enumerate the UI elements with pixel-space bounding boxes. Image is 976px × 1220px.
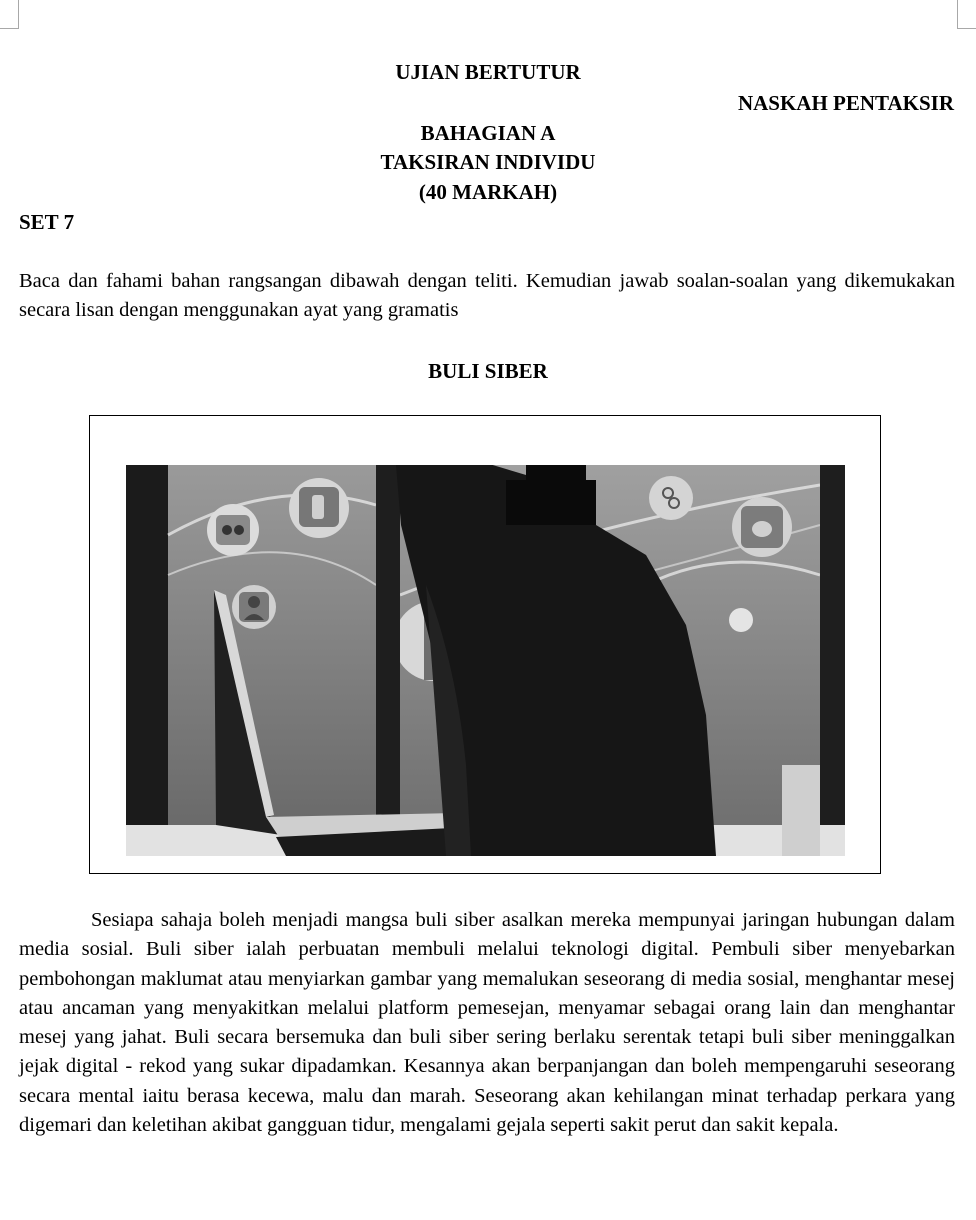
topic-title: BULI SIBER bbox=[428, 359, 548, 383]
set-label: SET 7 bbox=[19, 210, 75, 234]
section-title: BAHAGIAN A bbox=[420, 121, 556, 145]
thumbs-up-icon bbox=[289, 478, 349, 538]
twitter-bird-icon bbox=[732, 497, 792, 557]
subsection-title: TAKSIRAN INDIVIDU bbox=[380, 150, 596, 174]
page-corner-mark-right bbox=[957, 0, 976, 29]
flickr-icon bbox=[207, 504, 259, 556]
instruction-text: Baca dan fahami bahan rangsangan dibawah dengan teliti. Kemudian jawab soalan-soalan yang dikemukakan secara lisan dengan menggunakan ayat yang gramatis bbox=[19, 270, 955, 322]
assessor-label: NASKAH PENTAKSIR bbox=[737, 91, 954, 115]
page-corner-mark-left bbox=[0, 0, 19, 29]
passage-text: Sesiapa sahaja boleh menjadi mangsa buli siber asalkan mereka mempunyai jaringan hubungan dalam media sosial. Buli siber ialah perbuatan membuli melalui teknologi digital. Pembuli siber menyebarkan pembohongan maklumat atau menyiarkan gambar yang memalukan seseorang di media sosial, menghantar mesej atau ancaman yang menyakitkan melalui platform pemesejan, menyamar sebagai orang lain dan menghantar mesej yang jahat. Buli secara bersemuka dan buli siber sering berlaku serentak tetapi buli siber meninggalkan jejak digital - rekod yang sukar dipadamkan. Kesannya akan berpanjangan dan boleh mempengaruhi seseorang secara mental iaitu berasa kecewa, malu dan marah. Seseorang akan kehilangan minat terhadap perkara yang digemari dan keletihan akibat gangguan tidur, mengalami gejala seperti sakit perut dan sakit kepala. bbox=[19, 909, 955, 1137]
marks-label: (40 MARKAH) bbox=[418, 180, 558, 204]
link-icon bbox=[649, 476, 693, 520]
exam-title: UJIAN BERTUTUR bbox=[395, 60, 581, 84]
stimulus-photo bbox=[126, 465, 845, 856]
user-icon bbox=[232, 585, 276, 629]
